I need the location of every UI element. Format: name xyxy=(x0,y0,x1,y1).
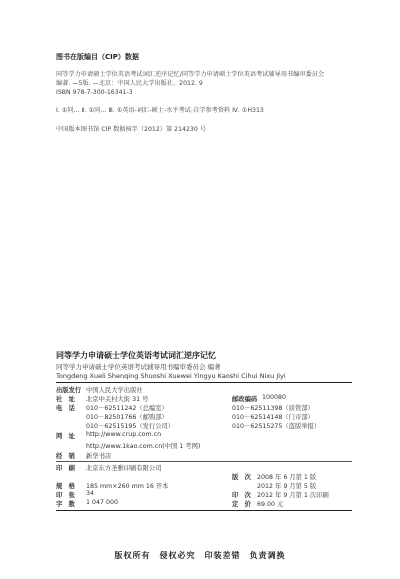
row-web-2 xyxy=(56,441,352,450)
distributor-label: 经 销 xyxy=(56,453,75,460)
cip-core-number: 中国版本图书馆 CIP 数据核字（2012）第 214230 号 xyxy=(56,126,206,133)
rule-top xyxy=(56,382,352,383)
phone-left-2: 010－82501766（邮购部） xyxy=(86,414,168,421)
impression-label: 印 次 xyxy=(232,492,251,499)
words-label: 字 数 xyxy=(56,501,75,508)
printer-label: 印 刷 xyxy=(56,465,75,472)
sheets-label: 印 张 xyxy=(56,492,75,499)
book-title: 同等学力申请硕士学位英语考试词汇逆序记忆 xyxy=(56,351,216,360)
row-web-1 xyxy=(56,431,352,440)
publisher-value: 中国人民大学出版社 xyxy=(86,387,143,394)
phone-left-3: 010－62515195（发行公司） xyxy=(86,423,175,430)
web-url-2[interactable]: http://www.1kao.com.cn(中国 1 考网) xyxy=(86,443,201,450)
row-phone-3 xyxy=(56,421,352,430)
phone-right-1: 010－62511398（质管部） xyxy=(232,405,314,412)
zip-label: 邮政编码 xyxy=(232,396,258,403)
cip-isbn: ISBN 978-7-300-16341-3 xyxy=(56,89,133,96)
row-spec xyxy=(56,481,352,490)
words-value: 1 047 000 xyxy=(86,499,119,506)
printer-value: 北京东方圣雅印刷有限公司 xyxy=(86,465,162,472)
phone-right-2: 010－62514148（门市部） xyxy=(232,414,314,421)
book-pinyin: Tongdeng Xueli Shenqing Shuoshi Xuewei Yingyu Kaoshi Cihui Nixu Jiyi xyxy=(56,372,286,380)
cip-title-line: 同等学力申请硕士学位英语考试词汇逆序记忆/同等学力申请硕士学位英语考试辅导用书编审委员会 xyxy=(56,71,325,78)
row-edition-1 xyxy=(56,472,352,481)
distributor-value: 新华书店 xyxy=(86,453,112,460)
row-words xyxy=(56,499,352,508)
rule-middle xyxy=(56,461,352,462)
publisher-label: 出版发行 xyxy=(56,387,82,394)
row-distributor xyxy=(56,451,352,460)
copyright-footer: 版权所有 侵权必究 印装差错 负责调换 xyxy=(114,550,286,560)
cip-edition-line: 编著. —5版. —北京：中国人民大学出版社，2012. 9 xyxy=(56,80,203,87)
spec-label: 规 格 xyxy=(56,483,75,490)
address-value: 北京中关村大街 31 号 xyxy=(86,396,149,403)
phone-label: 电 话 xyxy=(56,405,75,412)
row-phone-1 xyxy=(56,403,352,412)
spec-value: 185 mm×260 mm 16 开本 xyxy=(86,483,169,490)
cip-subjects: Ⅰ. ①同… Ⅱ. ①同… Ⅲ. ①英语-词汇-硕士-水平考试-自学参考资料 Ⅳ. ①H313 xyxy=(56,107,264,114)
price-label: 定 价 xyxy=(232,501,251,508)
rule-bottom xyxy=(56,510,352,511)
web-url-1[interactable]: http://www.crup.com.cn xyxy=(86,431,162,438)
edition-first: 2008 年 6 月第 1 版 xyxy=(257,474,317,481)
edition-current: 2012 年 9 月第 5 版 xyxy=(257,483,317,490)
edition-label: 版 次 xyxy=(232,474,251,481)
row-sheets xyxy=(56,490,352,499)
phone-right-3: 010－62515275（盗版举报） xyxy=(232,423,321,430)
row-phone-2 xyxy=(56,412,352,421)
row-address xyxy=(56,394,352,403)
row-printer xyxy=(56,463,352,472)
cip-title: 图书在版编目（CIP）数据 xyxy=(56,53,139,61)
price-value: 69.00 元 xyxy=(257,501,284,508)
row-publisher xyxy=(56,385,352,394)
address-label: 社 址 xyxy=(56,396,75,403)
web-label: 网 址 xyxy=(56,433,75,440)
phone-left-1: 010－62511242（总编室） xyxy=(86,405,168,412)
impression-value: 2012 年 9 月第 1 次印刷 xyxy=(257,492,329,499)
sheets-value: 34 xyxy=(86,490,95,497)
zip-value: 100080 xyxy=(262,394,287,401)
book-author: 同等学力申请硕士学位英语考试辅导用书编审委员会 编著 xyxy=(56,363,221,371)
